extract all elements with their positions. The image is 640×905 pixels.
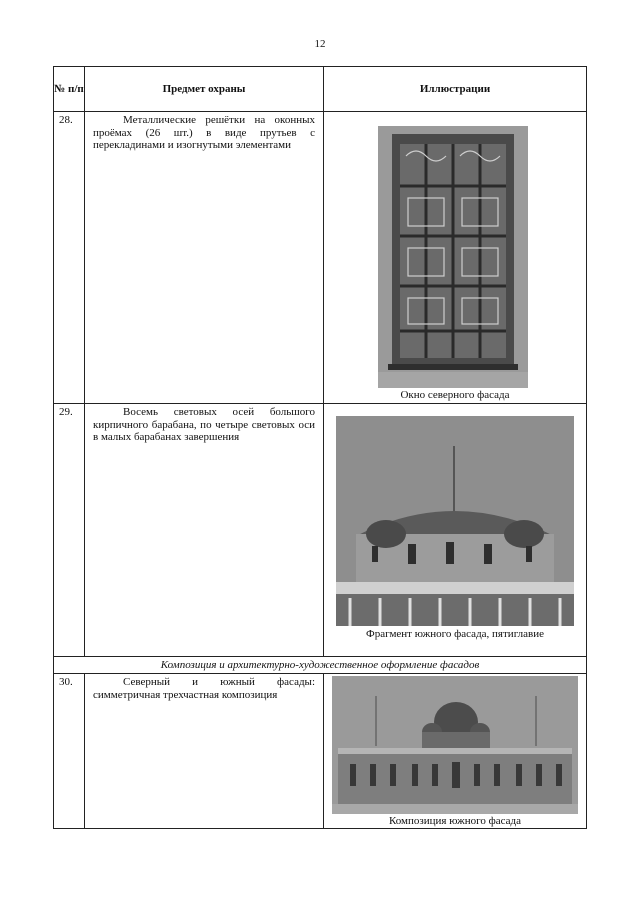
row-description-text: Северный и южный фасады: симметричная трехчастная композиция bbox=[93, 676, 315, 701]
row-description-text: Восемь световых осей большого кирпичного барабана, по четыре световых оси в малых барабанах завершения bbox=[93, 406, 315, 443]
row-description bbox=[85, 112, 324, 404]
south-facade-photo bbox=[332, 676, 578, 814]
row-number: 28. bbox=[54, 112, 85, 404]
illustration-caption: Композиция южного фасада bbox=[388, 815, 522, 827]
row-illustration bbox=[324, 674, 587, 829]
page-number: 12 bbox=[314, 38, 326, 50]
section-row bbox=[54, 657, 587, 674]
row-description bbox=[85, 674, 324, 829]
section-title: Композиция и архитектурно-художественное оформление фасадов bbox=[54, 657, 587, 674]
table-row bbox=[54, 674, 587, 829]
illustration-caption: Фрагмент южного фасада, пятиглавие bbox=[366, 628, 544, 640]
header-subject: Предмет охраны bbox=[85, 67, 324, 112]
row-description-text: Металлические решётки на оконных проёмах (26 шт.) в виде прутьев с перекладинами и изогнутыми элементами bbox=[93, 114, 315, 151]
header-illustrations: Иллюстрации bbox=[324, 67, 587, 112]
row-illustration bbox=[324, 404, 587, 657]
table-row bbox=[54, 404, 587, 657]
header-number: № п/п bbox=[54, 67, 85, 112]
domes-photo bbox=[336, 416, 574, 626]
row-number: 29. bbox=[54, 404, 85, 657]
window-photo bbox=[378, 126, 528, 388]
row-description bbox=[85, 404, 324, 657]
row-number: 30. bbox=[54, 674, 85, 829]
protection-table bbox=[53, 66, 587, 829]
illustration-caption: Окно северного фасада bbox=[400, 389, 510, 401]
table-row bbox=[54, 112, 587, 404]
row-illustration bbox=[324, 112, 587, 404]
table-header-row bbox=[54, 67, 587, 112]
